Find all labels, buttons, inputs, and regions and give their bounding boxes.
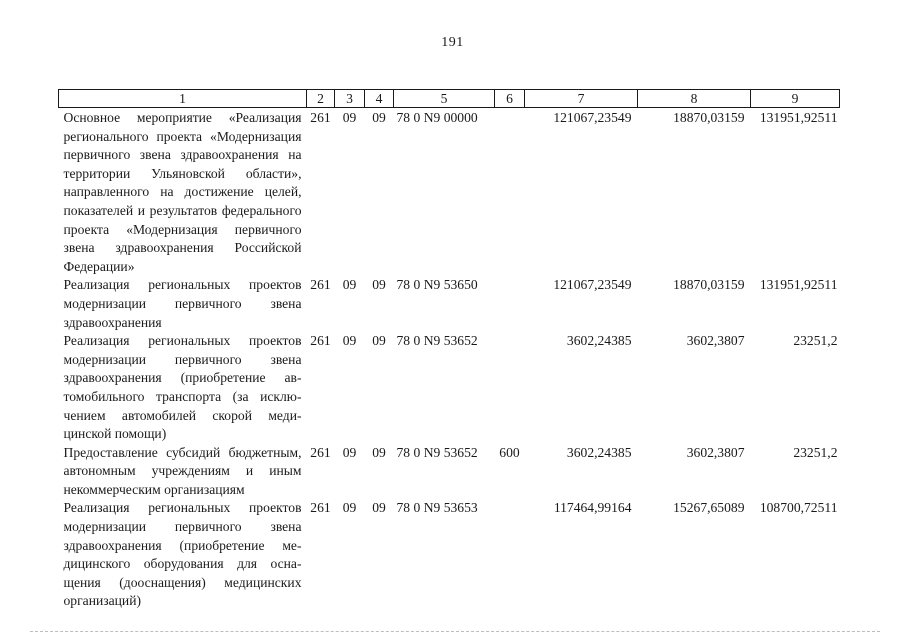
cell-subsection-code: 09 — [372, 110, 386, 125]
cell-amount-2: 15267,65089 — [673, 500, 745, 516]
cell-target-article: 78 0 N9 00000 — [396, 110, 478, 125]
cell-target-article: 78 0 N9 53652 — [396, 333, 478, 349]
cell-amount-1: 117464,99164 — [553, 500, 632, 516]
row-name: Основное мероприятие «Реализация регионального проекта «Модернизация первичного звена здравоохранения на территории Ульяновской области», направленного на достижение целей, показателей и результатов федерального проекта «Модернизация первичного звена здравоохранения Российской Федерации» — [63, 110, 302, 274]
column-header-name: 1 — [59, 90, 307, 108]
cell-subsection-code: 09 — [372, 500, 386, 516]
cell-ministry-code: 261 — [310, 277, 331, 293]
table-body — [59, 108, 840, 612]
column-header-expense-type: 6 — [495, 90, 525, 108]
cell-expense-type — [495, 108, 525, 277]
page-bottom-divider — [30, 631, 880, 632]
cell-amount-3: 108700,72511 — [759, 500, 838, 516]
column-header-target-article: 5 — [394, 90, 495, 108]
cell-amount-1: 3602,24385 — [566, 444, 632, 460]
cell-amount-3: 131951,92511 — [759, 110, 838, 125]
cell-expense-type: 600 — [499, 444, 520, 460]
row-name: Реализация региональных проектов модернизации первичного звена здравоохранения (приобретение автомобильного транспорта (за исключением автомобилей скорой медицинской помощи) — [63, 333, 302, 442]
table-row — [59, 108, 840, 277]
row-name: Реализация региональных проектов модернизации первичного звена здравоохранения — [63, 277, 302, 330]
cell-expense-type — [495, 276, 525, 332]
cell-ministry-code: 261 — [310, 110, 331, 125]
cell-ministry-code: 261 — [310, 444, 331, 460]
cell-amount-3: 23251,2 — [793, 333, 838, 349]
cell-section-code: 09 — [342, 110, 357, 125]
cell-amount-2: 18870,03159 — [673, 110, 745, 125]
cell-section-code: 09 — [342, 444, 357, 460]
column-header-section: 3 — [335, 90, 365, 108]
table-row — [59, 499, 840, 611]
budget-table — [58, 89, 840, 611]
cell-amount-2: 3602,3807 — [686, 444, 745, 460]
table-row — [59, 444, 840, 500]
header-row — [59, 90, 840, 108]
cell-amount-1: 121067,23549 — [553, 110, 632, 125]
row-name: Реализация региональных проектов модернизации первичного звена здравоохранения (приобретение медицинского оборудования для оснащения (дооснащения) медицинских организаций) — [63, 500, 302, 609]
page-number: 191 — [441, 35, 464, 50]
cell-amount-1: 3602,24385 — [566, 333, 632, 349]
cell-subsection-code: 09 — [372, 277, 386, 293]
cell-target-article: 78 0 N9 53652 — [396, 444, 478, 460]
column-header-amount-2: 8 — [638, 90, 751, 108]
cell-ministry-code: 261 — [310, 500, 331, 516]
cell-amount-2: 18870,03159 — [673, 277, 745, 293]
cell-amount-1: 121067,23549 — [553, 277, 632, 293]
cell-target-article: 78 0 N9 53650 — [396, 277, 478, 293]
cell-amount-3: 131951,92511 — [759, 277, 838, 293]
cell-expense-type — [495, 332, 525, 444]
cell-expense-type — [495, 499, 525, 611]
cell-ministry-code: 261 — [310, 333, 331, 349]
cell-amount-2: 3602,3807 — [686, 333, 745, 349]
cell-amount-3: 23251,2 — [793, 444, 838, 460]
column-header-amount-3: 9 — [751, 90, 840, 108]
cell-subsection-code: 09 — [372, 444, 386, 460]
row-name: Предоставление субсидий бюджетным, автономным учреждениям и иным некоммерческим организациям — [63, 444, 302, 497]
column-header-subsection: 4 — [365, 90, 394, 108]
cell-section-code: 09 — [342, 500, 357, 516]
cell-section-code: 09 — [342, 277, 357, 293]
column-header-amount-1: 7 — [525, 90, 638, 108]
table-row — [59, 332, 840, 444]
cell-target-article: 78 0 N9 53653 — [396, 500, 478, 516]
cell-section-code: 09 — [342, 333, 357, 349]
table-header — [59, 90, 840, 108]
column-header-ministry: 2 — [307, 90, 335, 108]
cell-subsection-code: 09 — [372, 333, 386, 349]
table-row — [59, 276, 840, 332]
